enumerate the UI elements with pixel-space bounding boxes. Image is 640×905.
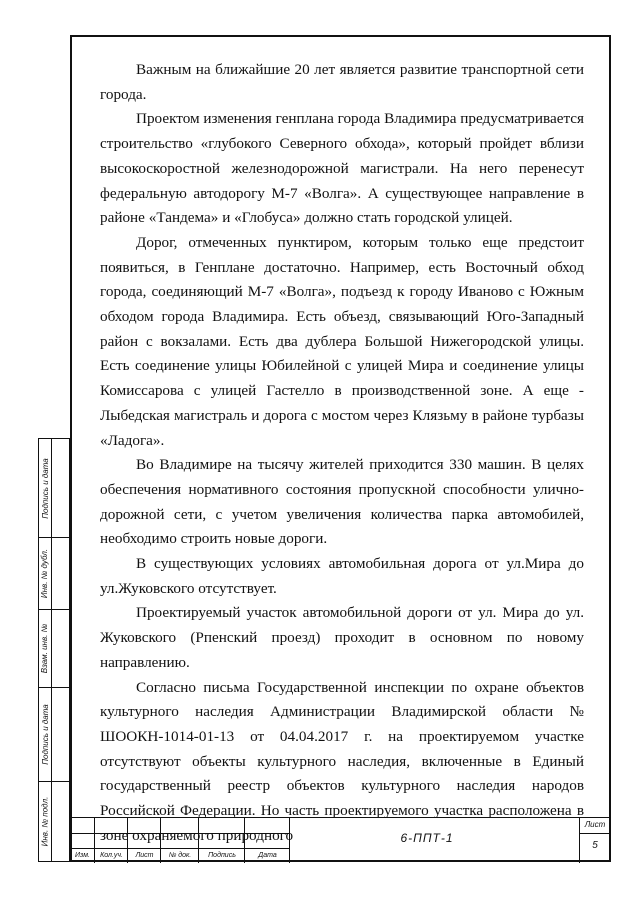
side-label-original-inv: Инв. № подл.: [40, 796, 50, 847]
side-label-replace-inv: Взам. инв. №: [40, 623, 50, 674]
stamp-header-signature: Подпись: [208, 852, 236, 859]
side-label-signature-date-2: Подпись и дата: [40, 704, 50, 765]
side-label-cell: [38, 438, 52, 538]
side-label-cell: [38, 781, 52, 862]
side-value-cell: [51, 609, 70, 688]
paragraph: Важным на ближайшие 20 лет является развитие транспортной сети города.: [100, 61, 584, 103]
paragraph: Проектируемый участок автомобильной дороги от ул. Мира до ул. Жуковского (Рпенский проезд) проходит в основном по новому направлению.: [100, 604, 584, 671]
paragraph: Согласно письма Государственной инспекции по охране объектов культурного наследия Администрации Владимирской области № ШООКН-1014-01-13 от 04.04.2017 г. на проектируемом участке отсутствуют объекты культурного наследия, включенные в Единый государственный реестр объектов культурного наследия народов Российской Федерации. Но часть проектируемого участка расположена в зоне охраняемого природного: [100, 678, 584, 844]
paragraph: Дорог, отмеченных пунктиром, которым только еще предстоит появиться, в Генплане достаточно. Например, есть Восточный обход города, соединяющий М-7 «Волга», подъезд к городу Иваново с Южным обходом города Владимира. Есть объезд, связывающий Юго-Западный район с вокзалами. Есть два дублера Большой Нижегородской улицы. Есть соединение улицы Юбилейной с улицей Мира и соединение улицы Комиссарова с улицей Гастелло в производственной зоне. А еще - Лыбедская магистраль и дорога с мостом через Клязьму в районе турбазы «Ладога».: [100, 233, 584, 449]
side-value-cell: [51, 438, 70, 538]
title-block-stamp: [70, 817, 611, 863]
side-stamp-strip: [38, 438, 70, 862]
stamp-header-sheet: Лист: [135, 852, 154, 859]
paragraph: Проектом изменения генплана города Владимира предусматривается строительство «глубокого Северного обхода», который пройдет вблизи высокоскоростной железнодорожной магистрали. На него перенесут федеральную автодорогу М-7 «Волга». А существующее направление в районе «Тандема» и «Глобуса» должно стать городской улицей.: [100, 110, 584, 227]
side-label-cell: [38, 687, 52, 782]
stamp-header-count: Кол.уч.: [100, 852, 123, 859]
sheet-label: Лист: [584, 820, 606, 829]
document-body: [100, 58, 584, 849]
side-value-cell: [51, 687, 70, 782]
side-label-dup-inv: Инв. № дубл.: [40, 548, 50, 599]
sheet-number: 5: [592, 840, 598, 851]
side-value-cell: [51, 781, 70, 862]
document-code: 6-ППТ-1: [400, 831, 454, 845]
paragraph: Во Владимире на тысячу жителей приходится 330 машин. В целях обеспечения нормативного состояния пропускной способности улично-дорожной сети, с учетом увеличения количества парка автомобилей, необходимо строить новые дороги.: [100, 456, 584, 548]
stamp-header-date: Дата: [258, 852, 277, 859]
stamp-header-change: Изм.: [75, 852, 90, 859]
stamp-row-line: [579, 833, 611, 834]
stamp-header-doc-no: № док.: [168, 852, 192, 859]
side-label-signature-date: Подпись и дата: [40, 457, 50, 519]
paragraph: В существующих условиях автомобильная дорога от ул.Мира до ул.Жуковского отсутствует.: [100, 555, 584, 597]
side-label-cell: [38, 609, 52, 688]
side-value-cell: [51, 537, 70, 610]
side-label-cell: [38, 537, 52, 610]
